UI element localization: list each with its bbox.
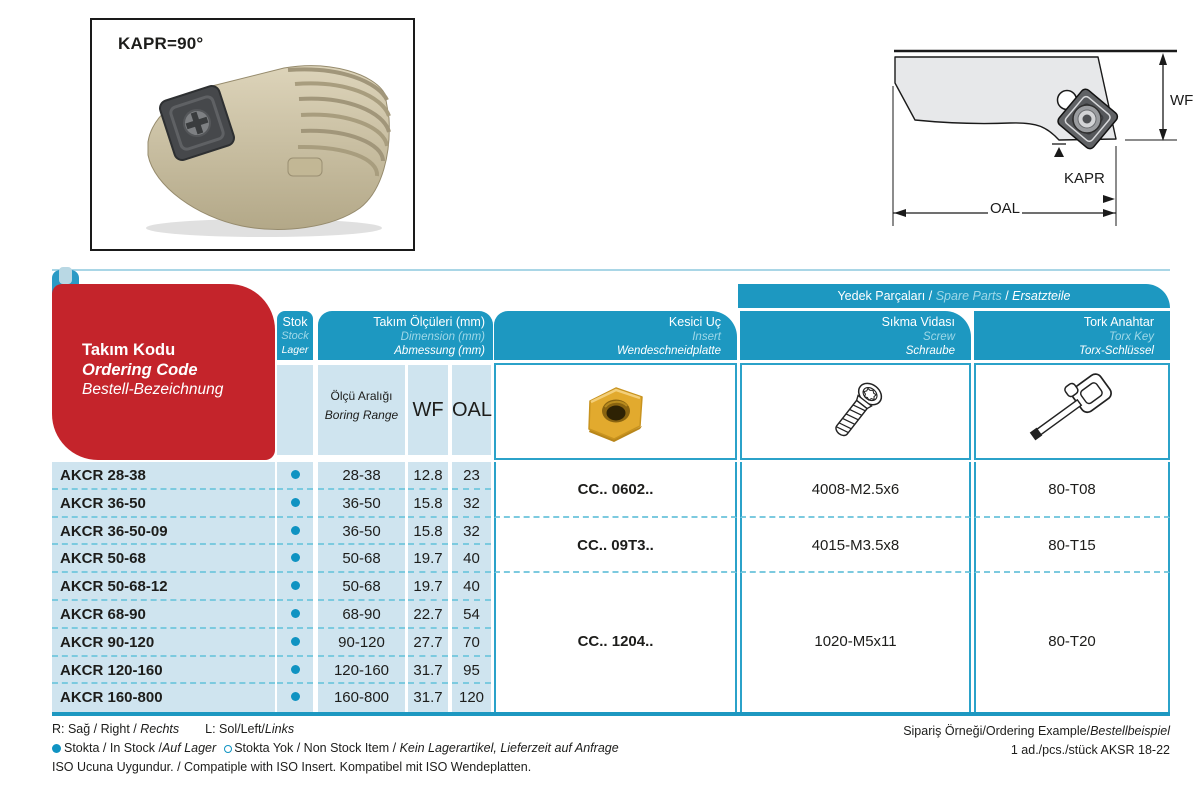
ordering-example-text-de: Bestellbeispiel (1090, 724, 1170, 738)
oal-cell: 70 (452, 629, 491, 657)
insert-image-cell (494, 363, 737, 460)
stock-cell (277, 462, 313, 490)
tool-code: AKCR 50-68 (52, 545, 275, 573)
boring-range-cell: 36-50 (318, 518, 405, 546)
stock-cell (277, 629, 313, 657)
screw-image-cell (740, 363, 971, 460)
torx-key-code-cell: 80-T08 (974, 462, 1170, 518)
kapr-dimension-label: KAPR (1064, 170, 1105, 187)
top-rule (52, 269, 1170, 271)
oal-cell: 32 (452, 518, 491, 546)
torx-key-code-cell: 80-T15 (974, 518, 1170, 574)
stock-subheader-cell (277, 365, 313, 455)
ordering-code-header-de: Bestell-Bezeichnung (82, 381, 224, 398)
torx-key-image (1024, 369, 1120, 455)
spare-parts-tr: Yedek Parçaları / (837, 289, 933, 303)
wf-cell: 19.7 (408, 545, 448, 573)
ordering-example-value: 1 ad./pcs./stück AKSR 18-22 (1010, 743, 1170, 757)
tool-code: AKCR 50-68-12 (52, 573, 275, 601)
ordering-example-text: Sipariş Örneği/Ordering Example/ (903, 724, 1091, 738)
spare-parts-sep: / (1005, 289, 1013, 303)
boring-range-cell: 50-68 (318, 545, 405, 573)
boring-range-cell: 36-50 (318, 490, 405, 518)
boring-range-cell: 28-38 (318, 462, 405, 490)
stock-cell (277, 490, 313, 518)
stock-cell (277, 545, 313, 573)
in-stock-dot (291, 581, 300, 590)
oal-cell: 120 (452, 684, 491, 712)
tool-diagram-drawing (885, 20, 1193, 235)
hand-note-right: R: Sağ / Right / (52, 722, 141, 736)
boring-range-cell: 120-160 (318, 657, 405, 685)
in-stock-dot (291, 553, 300, 562)
oal-cell: 40 (452, 545, 491, 573)
page-tab-notch (59, 267, 72, 284)
insert-code-cell: CC.. 0602.. (494, 462, 737, 518)
tool-code: AKCR 28-38 (52, 462, 275, 490)
torx-header-tr: Tork Anahtar (1083, 315, 1154, 329)
tool-photo (92, 20, 413, 249)
in-stock-dot (291, 526, 300, 535)
screw-header-tr: Sıkma Vidası (881, 315, 955, 329)
bottom-rule (52, 712, 1170, 716)
stock-header-en: Stock (281, 330, 309, 342)
boring-range-cell: 90-120 (318, 629, 405, 657)
stock-legend (52, 741, 619, 755)
torx-header-en: Torx Key (1109, 330, 1154, 343)
insert-header-de: Wendeschneidplatte (617, 345, 721, 357)
screw-code-cell: 1020-M5x11 (740, 573, 971, 712)
boring-range-en: Boring Range (324, 408, 399, 422)
in-stock-text: Stokta / In Stock / (64, 741, 162, 755)
boring-range-header (318, 365, 405, 455)
ordering-example-label (670, 724, 1170, 738)
stock-header-tr: Stok (282, 315, 308, 329)
stock-cell (277, 518, 313, 546)
boring-range-cell: 50-68 (318, 573, 405, 601)
wf-cell: 15.8 (408, 490, 448, 518)
tool-code: AKCR 160-800 (52, 684, 275, 712)
stock-cell (277, 657, 313, 685)
column-header-torx-key (974, 311, 1170, 360)
oal-dimension-label: OAL (990, 200, 1021, 217)
stock-cell (277, 573, 313, 601)
spare-parts-en: Spare Parts (935, 289, 1002, 303)
oal-cell: 32 (452, 490, 491, 518)
wf-cell: 27.7 (408, 629, 448, 657)
oal-cell: 54 (452, 601, 491, 629)
stock-header-de: Lager (281, 344, 309, 356)
torx-key-image-cell (974, 363, 1170, 460)
wf-cell: 31.7 (408, 657, 448, 685)
in-stock-dot (291, 637, 300, 646)
wf-column-header: WF (408, 365, 448, 455)
dimensions-header-de: Abmessung (mm) (394, 345, 485, 357)
screw-header-en: Screw (923, 330, 955, 343)
column-header-insert (494, 311, 737, 360)
in-stock-dot (291, 470, 300, 479)
insert-image (576, 379, 656, 445)
hand-note (52, 722, 294, 736)
hand-note-left: L: Sol/Left/ (205, 722, 265, 736)
dimensions-header-tr: Takım Ölçüleri (mm) (373, 315, 485, 329)
dimensions-header-en: Dimension (mm) (400, 330, 485, 343)
stock-cell (277, 684, 313, 712)
wf-cell: 15.8 (408, 518, 448, 546)
wf-cell: 19.7 (408, 573, 448, 601)
in-stock-dot (291, 692, 300, 701)
hand-note-right-de: Rechts (140, 722, 180, 736)
ordering-code-header-en: Ordering Code (82, 361, 198, 379)
insert-code-cell: CC.. 1204.. (494, 573, 737, 712)
torx-header-de: Torx-Schlüssel (1079, 345, 1154, 357)
screw-header-de: Schraube (905, 345, 955, 357)
oal-column-header: OAL (452, 365, 491, 455)
oal-cell: 23 (452, 462, 491, 490)
tool-code: AKCR 120-160 (52, 657, 275, 685)
oal-cell: 95 (452, 657, 491, 685)
spare-parts-de: Ersatzteile (1012, 289, 1071, 303)
boring-range-cell: 68-90 (318, 601, 405, 629)
non-stock-legend-ring (224, 745, 232, 753)
screw-image (818, 374, 894, 450)
in-stock-text-de: Auf Lager (161, 741, 217, 755)
spare-parts-band (738, 284, 1170, 308)
stock-cell (277, 601, 313, 629)
in-stock-dot (291, 498, 300, 507)
wf-dimension-label: WF (1168, 92, 1193, 109)
in-stock-dot (291, 609, 300, 618)
tool-code: AKCR 90-120 (52, 629, 275, 657)
ordering-code-header (52, 284, 275, 460)
oal-cell: 40 (452, 573, 491, 601)
boring-range-cell: 160-800 (318, 684, 405, 712)
iso-note: ISO Ucuna Uygundur. / Compatiple with ISO Insert. Kompatibel mit ISO Wendeplatten. (52, 760, 532, 774)
ordering-code-header-tr: Takım Kodu (82, 341, 176, 359)
non-stock-text: Stokta Yok / Non Stock Item / (234, 741, 400, 755)
non-stock-text-de: Kein Lagerartikel, Lieferzeit auf Anfrage (399, 741, 619, 755)
insert-code-cell: CC.. 09T3.. (494, 518, 737, 574)
wf-cell: 22.7 (408, 601, 448, 629)
insert-header-tr: Kesici Uç (668, 315, 721, 329)
wf-cell: 31.7 (408, 684, 448, 712)
tool-code: AKCR 36-50 (52, 490, 275, 518)
column-header-stock (277, 311, 313, 360)
column-header-dimensions (318, 311, 493, 360)
tool-diagram (885, 20, 1193, 235)
boring-range-tr: Ölçü Aralığı (330, 389, 393, 403)
screw-code-cell: 4008-M2.5x6 (740, 462, 971, 518)
kapr-angle-label: KAPR=90° (118, 34, 204, 53)
tool-code: AKCR 68-90 (52, 601, 275, 629)
screw-code-cell: 4015-M3.5x8 (740, 518, 971, 574)
insert-header-en: Insert (692, 330, 721, 343)
in-stock-dot (291, 665, 300, 674)
wf-cell: 12.8 (408, 462, 448, 490)
column-header-screw (740, 311, 971, 360)
tool-code: AKCR 36-50-09 (52, 518, 275, 546)
hand-note-left-de: Links (264, 722, 295, 736)
torx-key-code-cell: 80-T20 (974, 573, 1170, 712)
in-stock-legend-dot (52, 744, 61, 753)
